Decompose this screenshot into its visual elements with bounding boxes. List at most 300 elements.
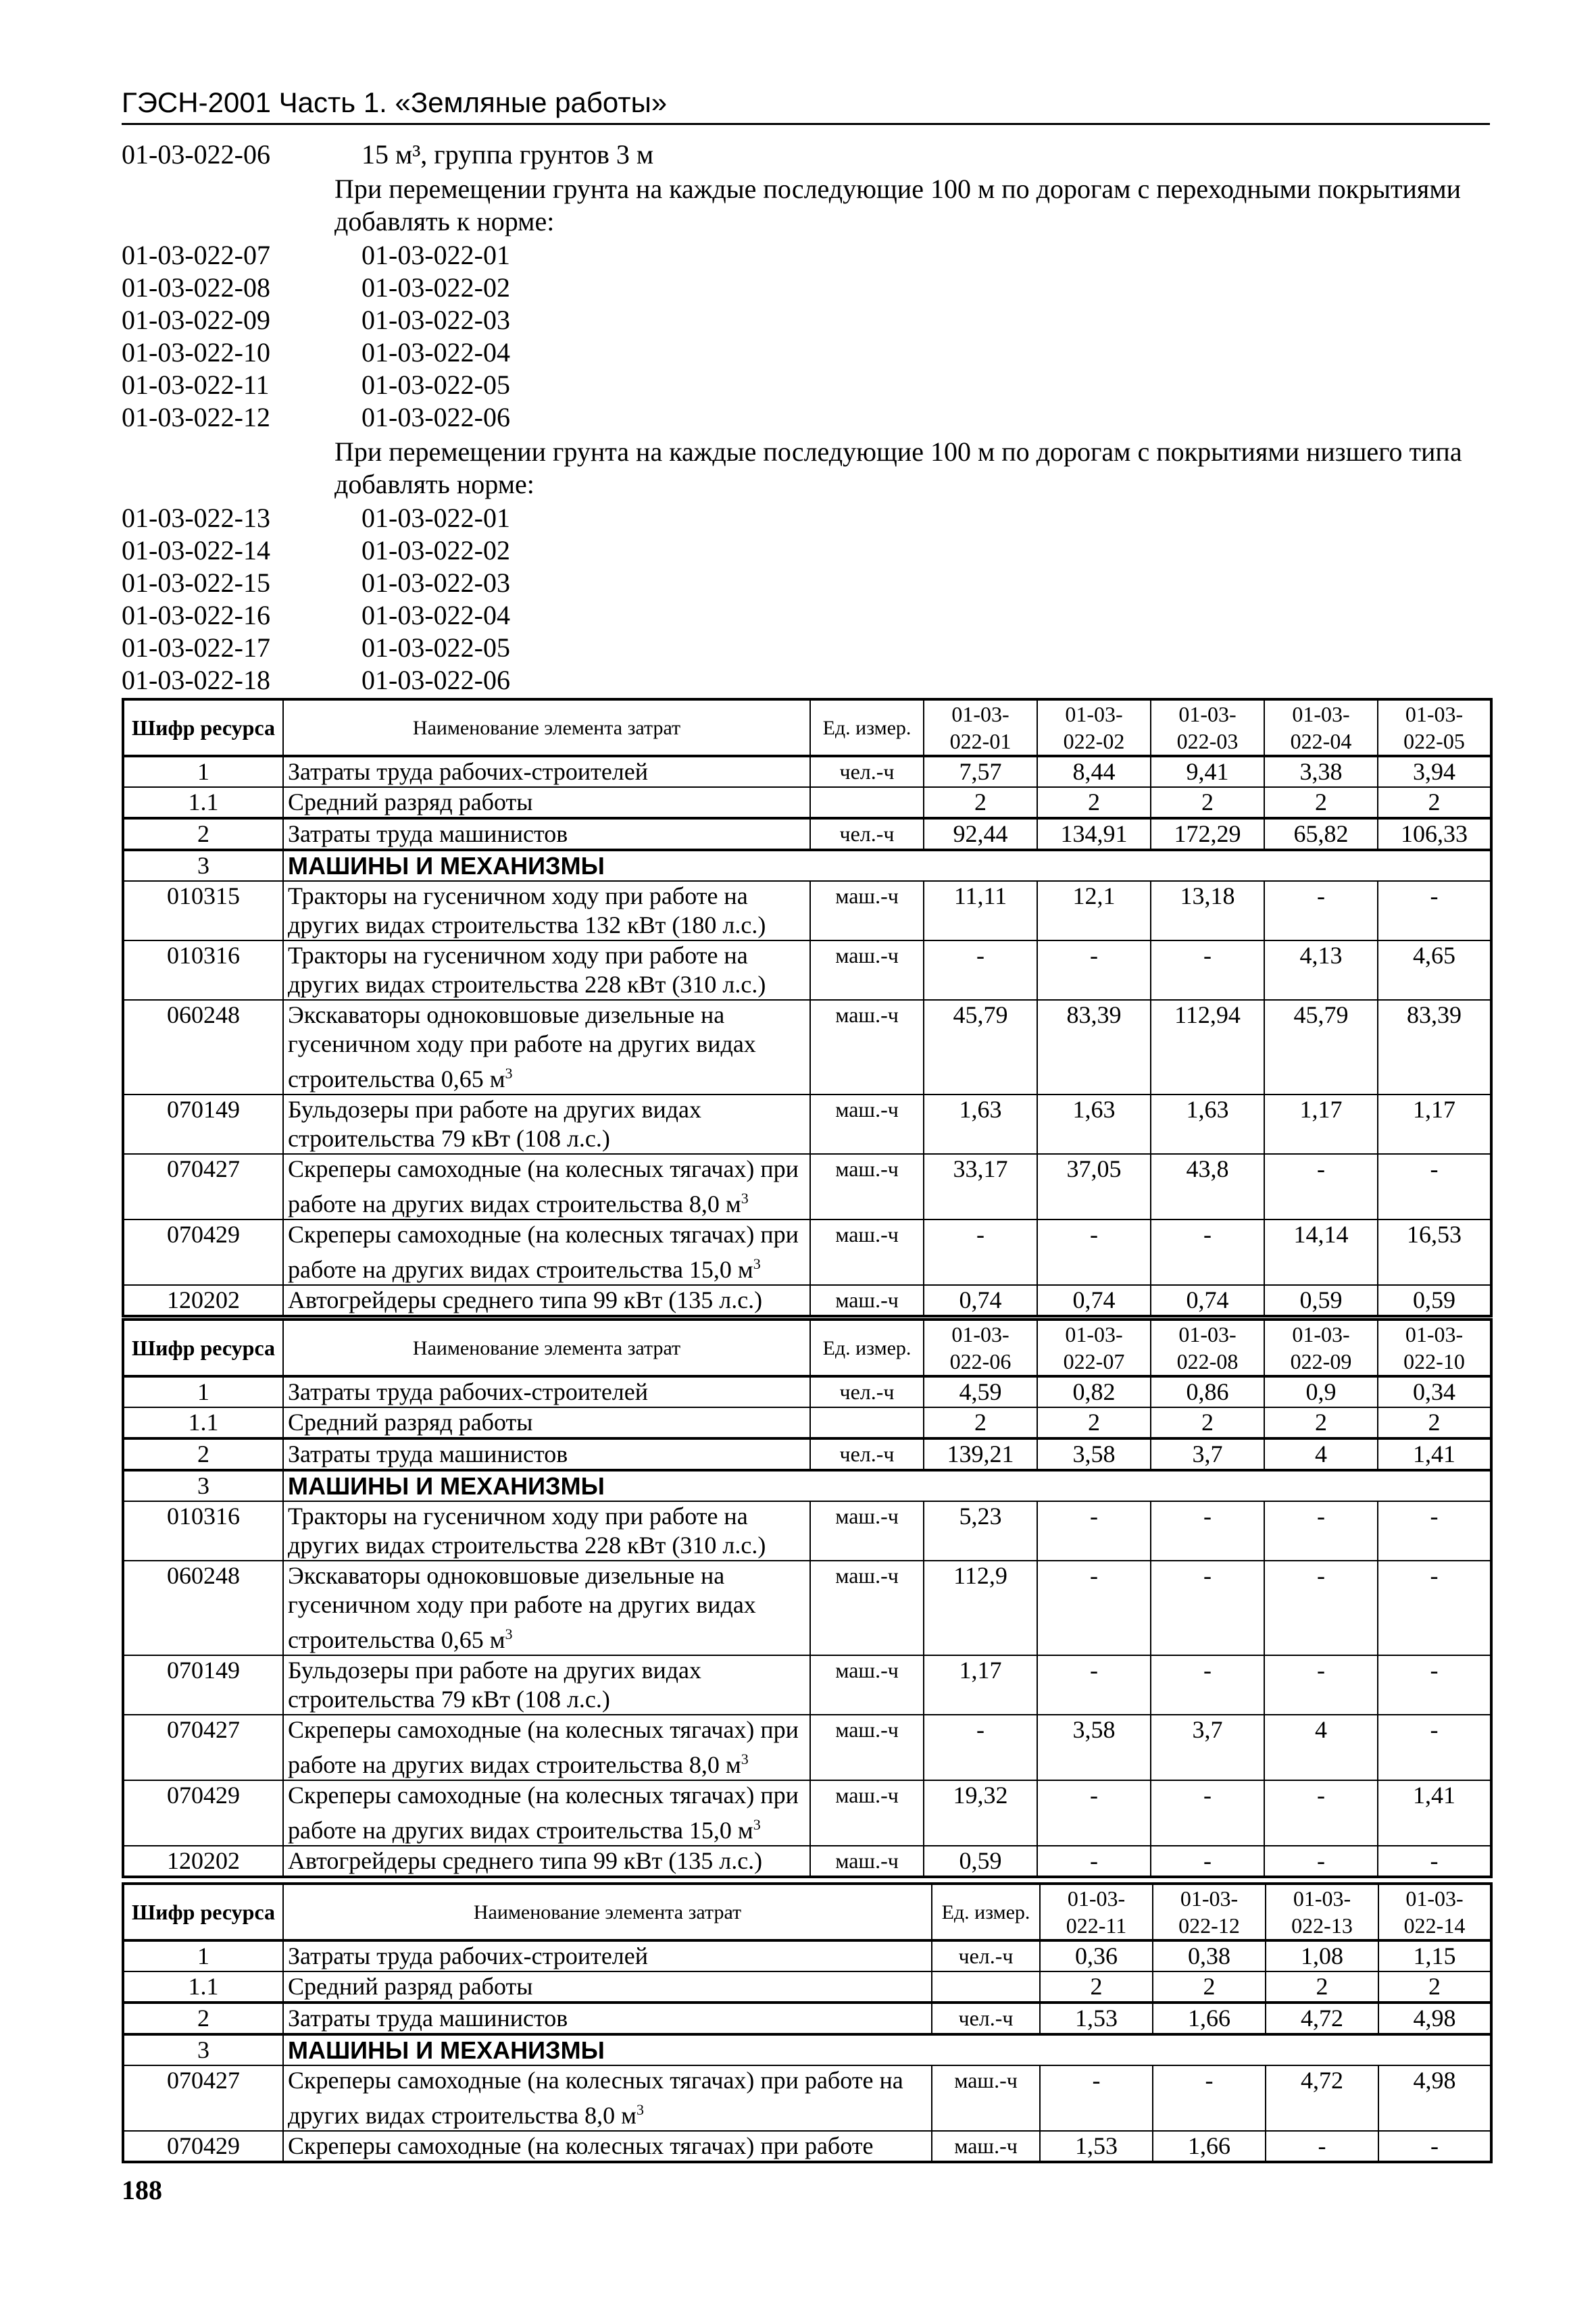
resource-row: [123, 1154, 1491, 1219]
norm-value: -: [1151, 1219, 1264, 1285]
norm-value: 2: [1378, 1407, 1491, 1438]
header-norm-code: 01-03- 022-12: [1153, 1884, 1266, 1940]
resource-row: [123, 1000, 1491, 1095]
norm-value: 2: [1037, 787, 1151, 818]
norm-value: 0,74: [1151, 1285, 1264, 1316]
norm-value: -: [1378, 1561, 1491, 1655]
norm-value: 14,14: [1264, 1219, 1378, 1285]
ref-value: 01-03-022-02: [361, 535, 510, 565]
resource-name: [283, 2065, 932, 2131]
norm-value: 16,53: [1378, 1219, 1491, 1285]
norm-value: 1,53: [1040, 2003, 1153, 2034]
norm-value: 1,63: [1151, 1095, 1264, 1154]
norm-value: 4,59: [924, 1376, 1037, 1407]
resource-name-text: Затраты труда рабочих-строителей: [288, 758, 649, 785]
norm-value: 3,38: [1264, 756, 1378, 787]
resource-code: 010316: [123, 1501, 283, 1561]
norm-value: 1,17: [1264, 1095, 1378, 1154]
norm-value: 13,18: [1151, 881, 1264, 940]
unit-exponent: 3: [741, 1190, 749, 1207]
unit-exponent: 3: [753, 1255, 761, 1272]
resource-unit: маш.-ч: [932, 2065, 1040, 2131]
unit-exponent: 3: [505, 1626, 513, 1642]
norm-value: -: [1264, 1561, 1378, 1655]
resource-name-text: Скреперы самоходные (на колесных тягачах) при работе на других видах строительства 15,0 м: [288, 1782, 799, 1844]
norm-value: -: [1264, 1501, 1378, 1561]
resource-name-text: Средний разряд работы: [288, 1409, 533, 1436]
resource-row: [123, 818, 1491, 850]
norm-value: 4,98: [1378, 2065, 1491, 2131]
resource-code: 1: [123, 1940, 283, 1971]
resource-row: [123, 756, 1491, 787]
resource-name: [283, 1376, 810, 1407]
norm-value: 4,72: [1266, 2065, 1378, 2131]
norm-value: 4,72: [1266, 2003, 1378, 2034]
resource-unit: маш.-ч: [810, 940, 924, 1000]
norm-value: 9,41: [1151, 756, 1264, 787]
resource-row: [123, 1095, 1491, 1154]
resource-name-text: Экскаваторы одноковшовые дизельные на гусеничном ходу при работе на других видах строительства 0,65 м: [288, 1562, 756, 1653]
resource-name: [283, 1561, 810, 1655]
norm-value: -: [1037, 1655, 1151, 1715]
norm-value: -: [1037, 1501, 1151, 1561]
resource-name-text: Бульдозеры при работе на других видах строительства 79 кВт (108 л.с.): [288, 1096, 702, 1152]
resource-name: [283, 1940, 932, 1971]
resource-row: [123, 1655, 1491, 1715]
resource-row: [123, 1407, 1491, 1438]
ref-code: 01-03-022-08: [122, 272, 270, 303]
ref-value: 01-03-022-05: [361, 370, 510, 400]
ref-code: 01-03-022-15: [122, 568, 270, 598]
norm-value: 2: [1264, 787, 1378, 818]
norm-value: -: [1264, 881, 1378, 940]
section-title: МАШИНЫ И МЕХАНИЗМЫ: [283, 1470, 1491, 1501]
norm-value: -: [924, 940, 1037, 1000]
norm-value: 1,66: [1153, 2131, 1266, 2162]
ref-code: 01-03-022-10: [122, 337, 270, 368]
resource-unit: маш.-ч: [932, 2131, 1040, 2162]
norm-value: -: [924, 1715, 1037, 1780]
ref-row: [122, 599, 1507, 632]
norm-value: -: [1378, 881, 1491, 940]
norm-value: -: [1151, 940, 1264, 1000]
norm-value: -: [1037, 1846, 1151, 1877]
resource-name-text: Автогрейдеры среднего типа 99 кВт (135 л.с.): [288, 1286, 763, 1313]
resource-unit: маш.-ч: [810, 1154, 924, 1219]
norm-value: 8,44: [1037, 756, 1151, 787]
resource-code: 2: [123, 2003, 283, 2034]
resource-name: [283, 756, 810, 787]
resource-name-text: Затраты труда машинистов: [288, 1440, 568, 1467]
resource-row: [123, 1561, 1491, 1655]
norm-value: 37,05: [1037, 1154, 1151, 1219]
norm-value: 2: [1378, 787, 1491, 818]
header-norm-code: 01-03- 022-05: [1378, 699, 1491, 756]
header-code: Шифр ресурса: [123, 1319, 283, 1376]
resource-name: [283, 1000, 810, 1095]
resource-unit: [810, 787, 924, 818]
resource-name-text: Скреперы самоходные (на колесных тягачах) при работе на других видах строительства 8,0 м: [288, 1155, 799, 1217]
norm-value: 3,58: [1037, 1438, 1151, 1470]
resource-unit: маш.-ч: [810, 1846, 924, 1877]
norm-value: -: [1040, 2065, 1153, 2131]
resource-name: [283, 787, 810, 818]
resource-name: [283, 1285, 810, 1316]
resource-name-text: Бульдозеры при работе на других видах строительства 79 кВт (108 л.с.): [288, 1657, 702, 1713]
resource-name: [283, 1655, 810, 1715]
norm-value: 2: [1037, 1407, 1151, 1438]
resource-code: 060248: [123, 1561, 283, 1655]
norm-value: 0,59: [1264, 1285, 1378, 1316]
resource-table-2: [122, 1318, 1493, 1878]
header-norm-code: 01-03- 022-14: [1378, 1884, 1491, 1940]
norm-value: 2: [1378, 1971, 1491, 2003]
resource-name-text: Средний разряд работы: [288, 1973, 533, 2000]
norm-value: 0,59: [924, 1846, 1037, 1877]
ref-code: 01-03-022-11: [122, 370, 270, 400]
norm-value: 1,63: [1037, 1095, 1151, 1154]
norm-value: 0,9: [1264, 1376, 1378, 1407]
resource-code: 070429: [123, 1780, 283, 1846]
resource-row: [123, 1501, 1491, 1561]
resource-unit: чел.-ч: [810, 1438, 924, 1470]
resource-code: 070427: [123, 1715, 283, 1780]
norm-value: 4,13: [1264, 940, 1378, 1000]
resource-row: [123, 1940, 1491, 1971]
resource-name-text: Затраты труда машинистов: [288, 2005, 568, 2032]
resource-row: [123, 2131, 1491, 2162]
resource-row: [123, 881, 1491, 940]
header-row: [123, 1319, 1491, 1376]
norm-value: -: [1378, 2131, 1491, 2162]
norm-value: 1,15: [1378, 1940, 1491, 1971]
ref-code: 01-03-022-09: [122, 305, 270, 335]
header-norm-code: 01-03- 022-02: [1037, 699, 1151, 756]
norm-value: 0,74: [1037, 1285, 1151, 1316]
resource-code: 2: [123, 818, 283, 850]
resource-name-text: Средний разряд работы: [288, 788, 533, 815]
ref-row: [122, 401, 1507, 434]
ref-row: [122, 632, 1507, 664]
norm-value: 0,34: [1378, 1376, 1491, 1407]
norm-value: 2: [1266, 1971, 1378, 2003]
resource-name: [283, 1438, 810, 1470]
resource-code: 060248: [123, 1000, 283, 1095]
resource-row: [123, 1376, 1491, 1407]
norm-value: 7,57: [924, 756, 1037, 787]
resource-code: 120202: [123, 1846, 283, 1877]
norm-value: -: [1378, 1715, 1491, 1780]
running-header: ГЭСН-2001 Часть 1. «Земляные работы»: [122, 86, 1490, 125]
norm-value: -: [1151, 1561, 1264, 1655]
norm-value: -: [1037, 940, 1151, 1000]
ref-row: [122, 369, 1507, 401]
resource-name: [283, 1846, 810, 1877]
resource-name-text: Затраты труда машинистов: [288, 820, 568, 847]
header-code: Шифр ресурса: [123, 699, 283, 756]
ref-value: 01-03-022-02: [361, 272, 510, 303]
norm-value: 3,58: [1037, 1715, 1151, 1780]
resource-table-3: [122, 1882, 1493, 2163]
resource-unit: маш.-ч: [810, 1561, 924, 1655]
resource-name-text: Затраты труда рабочих-строителей: [288, 1378, 649, 1405]
header-row: [123, 699, 1491, 756]
norm-value: 3,7: [1151, 1438, 1264, 1470]
ref-value: 01-03-022-06: [361, 665, 510, 695]
resource-name: [283, 1715, 810, 1780]
norm-value: -: [1151, 1501, 1264, 1561]
resource-name: [283, 1780, 810, 1846]
header-norm-code: 01-03- 022-04: [1264, 699, 1378, 756]
resource-unit: чел.-ч: [932, 2003, 1040, 2034]
norm-value: 1,53: [1040, 2131, 1153, 2162]
header-norm-code: 01-03- 022-03: [1151, 699, 1264, 756]
ref-row: [122, 304, 1507, 336]
ref-value: 01-03-022-03: [361, 568, 510, 598]
ref-row: [122, 336, 1507, 369]
resource-unit: чел.-ч: [810, 756, 924, 787]
norm-value: 4,65: [1378, 940, 1491, 1000]
ref-row: [122, 239, 1507, 272]
resource-name: [283, 1219, 810, 1285]
norm-value: 1,41: [1378, 1780, 1491, 1846]
resource-name: [283, 2003, 932, 2034]
norm-value: 19,32: [924, 1780, 1037, 1846]
section-title: МАШИНЫ И МЕХАНИЗМЫ: [283, 2034, 1491, 2065]
resource-name: [283, 1971, 932, 2003]
norm-value: 1,66: [1153, 2003, 1266, 2034]
norm-value: 0,86: [1151, 1376, 1264, 1407]
norm-value: 4,98: [1378, 2003, 1491, 2034]
resource-row: [123, 940, 1491, 1000]
norm-value: 83,39: [1378, 1000, 1491, 1095]
resource-code: 2: [123, 1438, 283, 1470]
resource-name-text: Затраты труда рабочих-строителей: [288, 1942, 649, 1969]
header-norm-code: 01-03- 022-07: [1037, 1319, 1151, 1376]
header-row: [123, 1884, 1491, 1940]
norm-value: 45,79: [1264, 1000, 1378, 1095]
resource-name-text: Скреперы самоходные (на колесных тягачах) при работе на других видах строительства 15,0 м: [288, 1221, 799, 1283]
resource-code: 1.1: [123, 1407, 283, 1438]
ref-value: 01-03-022-01: [361, 503, 510, 533]
resource-unit: чел.-ч: [810, 818, 924, 850]
norm-value: -: [1264, 1846, 1378, 1877]
resource-code: 070427: [123, 1154, 283, 1219]
resource-name: [283, 1407, 810, 1438]
norm-value: 2: [1151, 787, 1264, 818]
norm-value: 12,1: [1037, 881, 1151, 940]
resource-name: [283, 1095, 810, 1154]
ref-value: 01-03-022-06: [361, 402, 510, 432]
resource-unit: чел.-ч: [810, 1376, 924, 1407]
unit-exponent: 3: [741, 1751, 749, 1767]
norm-value: -: [1264, 1154, 1378, 1219]
norm-value: 43,8: [1151, 1154, 1264, 1219]
unit-exponent: 3: [636, 2101, 644, 2118]
resource-code: 070149: [123, 1655, 283, 1715]
resource-unit: маш.-ч: [810, 1000, 924, 1095]
resource-code: 3: [123, 850, 283, 881]
header-name: Наименование элемента затрат: [283, 1884, 932, 1940]
norm-value: 92,44: [924, 818, 1037, 850]
resource-code: 070429: [123, 2131, 283, 2162]
resource-row: [123, 1780, 1491, 1846]
norm-value: -: [1378, 1655, 1491, 1715]
ref-code: 01-03-022-06: [122, 139, 270, 170]
resource-row: [123, 1971, 1491, 2003]
resource-name-text: Скреперы самоходные (на колесных тягачах) при работе на других видах строительства 8,0 м: [288, 1716, 799, 1778]
resource-name-text: Скреперы самоходные (на колесных тягачах) при работе на других видах строительства 8,0 м: [288, 2067, 903, 2129]
ref-row: [122, 272, 1507, 304]
norm-value: 1,41: [1378, 1438, 1491, 1470]
header-norm-code: 01-03- 022-09: [1264, 1319, 1378, 1376]
section-title: МАШИНЫ И МЕХАНИЗМЫ: [283, 850, 1491, 881]
ref-value: 01-03-022-04: [361, 337, 510, 368]
section-row: [123, 1470, 1491, 1501]
norm-value: -: [1378, 1154, 1491, 1219]
resource-code: 010316: [123, 940, 283, 1000]
norm-value: 172,29: [1151, 818, 1264, 850]
resource-row: [123, 1285, 1491, 1316]
ref-code: 01-03-022-16: [122, 600, 270, 630]
ref-code: 01-03-022-12: [122, 402, 270, 432]
norm-value: 65,82: [1264, 818, 1378, 850]
resource-unit: маш.-ч: [810, 881, 924, 940]
norm-value: -: [1266, 2131, 1378, 2162]
norm-value: 11,11: [924, 881, 1037, 940]
resource-code: 120202: [123, 1285, 283, 1316]
section-row: [123, 2034, 1491, 2065]
resource-name-text: Тракторы на гусеничном ходу при работе на других видах строительства 228 кВт (310 л.с.): [288, 1503, 766, 1559]
ref-row: [122, 534, 1507, 567]
header-name: Наименование элемента затрат: [283, 1319, 810, 1376]
norm-value: -: [1037, 1219, 1151, 1285]
norm-value: 2: [1264, 1407, 1378, 1438]
ref-code: 01-03-022-18: [122, 665, 270, 695]
resource-code: 1: [123, 1376, 283, 1407]
ref-row: [122, 502, 1507, 534]
norm-value: 3,7: [1151, 1715, 1264, 1780]
ref-code: 01-03-022-17: [122, 632, 270, 663]
resource-code: 070149: [123, 1095, 283, 1154]
header-name: Наименование элемента затрат: [283, 699, 810, 756]
resource-unit: [810, 1407, 924, 1438]
norm-value: -: [924, 1219, 1037, 1285]
ref-value: 01-03-022-04: [361, 600, 510, 630]
resource-table-1: [122, 698, 1493, 1317]
norm-value: 1,17: [924, 1655, 1037, 1715]
norm-value: 0,74: [924, 1285, 1037, 1316]
norm-value: 2: [924, 787, 1037, 818]
norm-value: 2: [1151, 1407, 1264, 1438]
norm-value: 0,82: [1037, 1376, 1151, 1407]
resource-code: 1.1: [123, 787, 283, 818]
norm-value: 0,59: [1378, 1285, 1491, 1316]
resource-row: [123, 1219, 1491, 1285]
header-norm-code: 01-03- 022-10: [1378, 1319, 1491, 1376]
header-norm-code: 01-03- 022-06: [924, 1319, 1037, 1376]
norm-value: 3,94: [1378, 756, 1491, 787]
resource-row: [123, 787, 1491, 818]
resource-unit: маш.-ч: [810, 1715, 924, 1780]
header-unit: Ед. измер.: [810, 699, 924, 756]
norm-value: 1,08: [1266, 1940, 1378, 1971]
resource-name: [283, 1154, 810, 1219]
norm-value: 33,17: [924, 1154, 1037, 1219]
resource-unit: маш.-ч: [810, 1285, 924, 1316]
ref-row: [122, 567, 1507, 599]
resource-code: 3: [123, 1470, 283, 1501]
ref-value: 01-03-022-03: [361, 305, 510, 335]
resource-name: [283, 940, 810, 1000]
ref-code: 01-03-022-13: [122, 503, 270, 533]
resource-code: 3: [123, 2034, 283, 2065]
norm-value: -: [1378, 1846, 1491, 1877]
norm-value: -: [1264, 1655, 1378, 1715]
resource-code: 1: [123, 756, 283, 787]
header-code: Шифр ресурса: [123, 1884, 283, 1940]
norm-value: 4: [1264, 1715, 1378, 1780]
norm-value: -: [1151, 1846, 1264, 1877]
norm-value: 2: [924, 1407, 1037, 1438]
resource-code: 010315: [123, 881, 283, 940]
norm-value: -: [1037, 1780, 1151, 1846]
ref-value: 01-03-022-01: [361, 240, 510, 270]
header-unit: Ед. измер.: [810, 1319, 924, 1376]
resource-name-text: Скреперы самоходные (на колесных тягачах) при работе: [288, 2132, 874, 2159]
ref-code: 01-03-022-14: [122, 535, 270, 565]
norm-value: 5,23: [924, 1501, 1037, 1561]
resource-row: [123, 2065, 1491, 2131]
resource-unit: маш.-ч: [810, 1095, 924, 1154]
norm-value: 134,91: [1037, 818, 1151, 850]
norm-value: 1,63: [924, 1095, 1037, 1154]
norm-value: 0,36: [1040, 1940, 1153, 1971]
resource-row: [123, 2003, 1491, 2034]
norm-value: -: [1037, 1561, 1151, 1655]
resource-code: 070427: [123, 2065, 283, 2131]
resource-name-text: Тракторы на гусеничном ходу при работе на других видах строительства 228 кВт (310 л.с.): [288, 942, 766, 998]
resource-unit: маш.-ч: [810, 1219, 924, 1285]
unit-exponent: 3: [753, 1816, 761, 1833]
resource-row: [123, 1846, 1491, 1877]
resource-name-text: Тракторы на гусеничном ходу при работе на других видах строительства 132 кВт (180 л.с.): [288, 882, 766, 938]
ref-code: 01-03-022-07: [122, 240, 270, 270]
resource-code: 1.1: [123, 1971, 283, 2003]
norm-value: 2: [1040, 1971, 1153, 2003]
resource-unit: чел.-ч: [932, 1940, 1040, 1971]
resource-name: [283, 2131, 932, 2162]
ref-value: 15 м³, группа грунтов 3 м: [361, 139, 654, 170]
norm-value: 112,94: [1151, 1000, 1264, 1095]
reference-list: [122, 139, 1507, 697]
resource-name-text: Экскаваторы одноковшовые дизельные на гусеничном ходу при работе на других видах строительства 0,65 м: [288, 1001, 756, 1092]
ref-value: 01-03-022-05: [361, 632, 510, 663]
norm-value: -: [1378, 1501, 1491, 1561]
resource-name: [283, 881, 810, 940]
header-norm-code: 01-03- 022-13: [1266, 1884, 1378, 1940]
ref-row: [122, 139, 1507, 171]
section-row: [123, 850, 1491, 881]
norm-value: 45,79: [924, 1000, 1037, 1095]
resource-name: [283, 818, 810, 850]
page-number: 188: [122, 2175, 162, 2205]
norm-value: 139,21: [924, 1438, 1037, 1470]
ref-note: При перемещении грунта на каждые последующие 100 м по дорогам с покрытиями низшего типа добавлять норме:: [334, 436, 1462, 499]
norm-value: 83,39: [1037, 1000, 1151, 1095]
header-unit: Ед. измер.: [932, 1884, 1040, 1940]
norm-value: -: [1151, 1655, 1264, 1715]
